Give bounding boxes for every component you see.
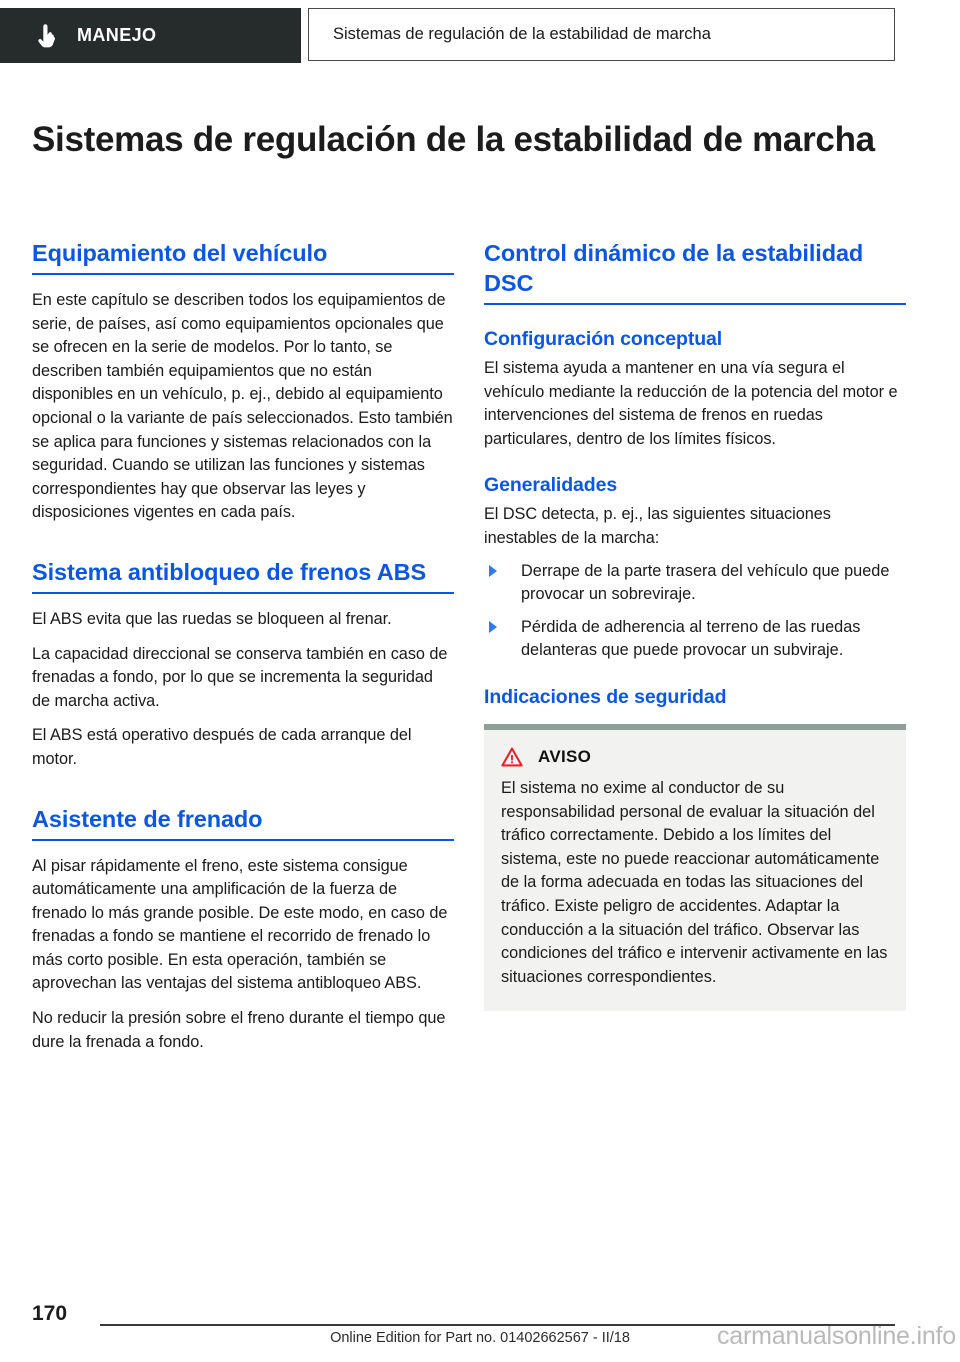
page-header <box>0 8 960 64</box>
spacer <box>32 713 454 724</box>
subsection-heading-indicaciones-seguridad: Indicaciones de seguridad <box>484 685 727 708</box>
paragraph: En este capítulo se describen todos los equipamientos de serie, de países, así como equipamientos opcionales que se ofrecen en la serie de modelos. Por lo tanto, se describen también equipamientos que no están disponibles en un vehículo, p. ej., debido al equipamiento opcional o la variante de país seleccionados. Esto también se aplica para funciones y sistemas relacionados con la seguridad. Cuando se utilizan las funciones y sistemas correspondientes hay que observar las leyes y disposiciones vigentes en cada país. <box>32 291 453 522</box>
subsection-heading-generalidades: Generalidades <box>484 474 618 497</box>
list-item-label: Derrape de la parte trasera del vehículo que puede provocar un sobreviraje. <box>521 561 890 604</box>
triangle-bullet-icon <box>489 565 497 577</box>
warning-triangle-icon <box>501 747 523 767</box>
warning-notice-header <box>501 747 889 767</box>
spacer <box>32 841 454 855</box>
warning-notice-text: El sistema no exime al conductor de su responsabilidad personal de evaluar la situación del tráfico correctamente. Debido a los límites del sistema, este no puede reaccionar automáticamente de la forma adecuada en todas las situaciones del tráfico. Existe peligro de accidentes. Adaptar la conducción a la situación del tráfico. Observar las condiciones del tráfico e intervenir activamente en las situaciones correspondientes. <box>501 778 888 986</box>
triangle-bullet-icon <box>489 621 497 633</box>
bullet-list <box>484 560 906 663</box>
warning-notice-box <box>484 724 906 1011</box>
page-number: 170 <box>32 1302 68 1325</box>
spacer <box>32 772 454 804</box>
spacer <box>484 451 906 472</box>
subsection-heading-configuracion-conceptual: Configuración conceptual <box>484 328 723 350</box>
section-heading-dsc: Control dinámico de la estabilidad DSC <box>484 238 906 305</box>
site-watermark: carmanualsonline.info <box>716 1322 956 1350</box>
header-chapter-block <box>0 8 301 63</box>
header-section-box <box>308 8 895 61</box>
spacer <box>484 663 906 684</box>
section-heading-equipamiento: Equipamiento del vehículo <box>32 238 454 275</box>
spacer <box>484 305 906 326</box>
warning-notice-label: AVISO <box>538 746 592 766</box>
paragraph: El sistema ayuda a mantener en una vía segura el vehículo mediante la reducción de la potencia del motor e intervenciones del sistema de frenos en ruedas particulares, dentro de los límites físicos. <box>484 359 898 448</box>
page-title: Sistemas de regulación de la estabilidad de marcha <box>32 120 875 160</box>
paragraph: El ABS está operativo después de cada arranque del motor. <box>32 726 412 768</box>
spacer <box>32 525 454 557</box>
header-section-label: Sistemas de regulación de la estabilidad de marcha <box>333 25 711 43</box>
paragraph: Al pisar rápidamente el freno, este sistema consigue automáticamente una amplificación de la fuerza de frenado lo más grande posible. De este modo, en caso de frenadas a fondo se mantiene el recorrido de frenado lo más corto posible. En esta operación, también se aprovechan las ventajas del sistema antibloqueo ABS. <box>32 856 448 993</box>
pointing-hand-icon <box>38 23 58 49</box>
header-chapter-label: MANEJO <box>77 25 157 45</box>
spacer <box>32 275 454 289</box>
section-heading-asistente-frenado: Asistente de frenado <box>32 804 454 841</box>
footer-edition-text: Online Edition for Part no. 01402662567 - II/18 <box>330 1330 630 1346</box>
paragraph: El ABS evita que las ruedas se bloqueen al frenar. <box>32 609 392 628</box>
list-item <box>484 616 906 663</box>
page-footer <box>0 1290 960 1362</box>
spacer <box>32 594 454 608</box>
paragraph: La capacidad direccional se conserva también en caso de frenadas a fondo, por lo que se incrementa la seguridad de marcha activa. <box>32 644 448 710</box>
section-heading-abs: Sistema antibloqueo de frenos ABS <box>32 557 454 594</box>
spacer <box>32 996 454 1007</box>
list-item-label: Pérdida de adherencia al terreno de las ruedas delanteras que puede provocar un subviraje. <box>521 617 861 660</box>
right-column <box>484 238 906 1011</box>
spacer <box>32 632 454 643</box>
paragraph: El DSC detecta, p. ej., las siguientes situaciones inestables de la marcha: <box>484 505 831 547</box>
left-column <box>32 238 454 1054</box>
paragraph: No reducir la presión sobre el freno durante el tiempo que dure la frenada a fondo. <box>32 1009 446 1051</box>
list-item <box>484 560 906 607</box>
